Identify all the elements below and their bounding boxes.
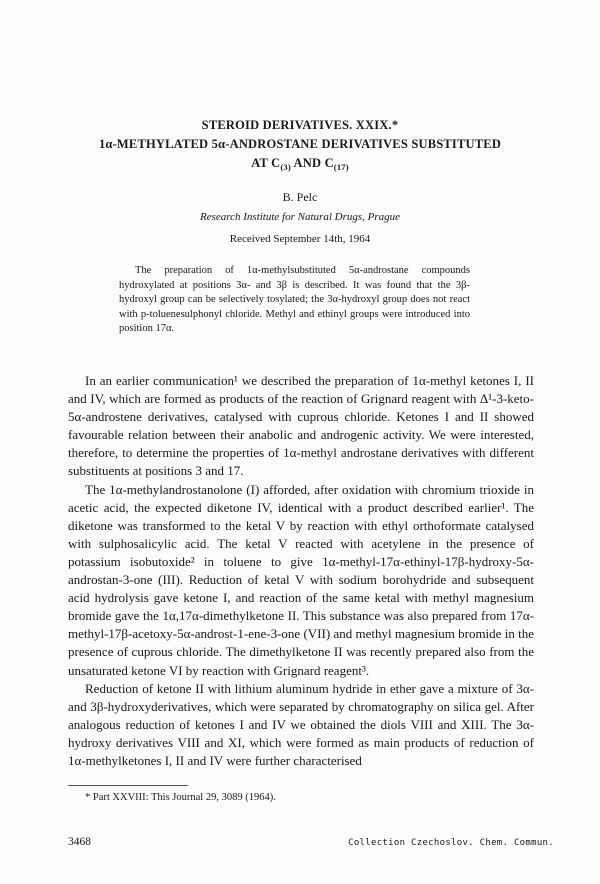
title-line-1: STEROID DERIVATIVES. XXIX.* (201, 118, 399, 132)
footnote: * Part XXVIII: This Journal 29, 3089 (1964). (85, 792, 276, 803)
title-line-3: AT $C_{(3)}$ AND $C_{(17)}$ (251, 156, 349, 172)
abstract (119, 264, 470, 337)
body-text (68, 372, 534, 770)
title-line-2: 1α-METHYLATED 5α-ANDROSTANE DERIVATIVES SUBSTITUTED (98, 137, 502, 151)
paragraph: In an earlier communication¹ we described the preparation of 1α-methyl ketones I, II and IV, which are formed as products of the reaction of Grignard reagent with Δ¹-3-keto-5α-androstene derivatives, catalysed with cuprous chloride. Ketones I and II showed favourable relation between their anabolic and androgenic activity. We were interested, therefore, to determine the properties of 1α-methyl androstane derivatives with different substituents at positions 3 and 17. (68, 373, 534, 479)
journal-name: Collection Czechoslov. Chem. Commun. (348, 838, 554, 848)
abstract-text: The preparation of 1α-methylsubstituted 5α-androstane compounds hydroxylated at positions 3α- and 3β is described. It was found that the 3β-hydroxyl group can be selectively tosylated; the 3α-hydroxyl group does not react with p-toluenesulphonyl chloride. Methyl and ethinyl groups were introduced into position 17α. (119, 265, 470, 335)
paragraph: The 1α-methylandrostanolone (I) afforded, after oxidation with chromium trioxide in acetic acid, the expected diketone IV, identical with a product described earlier¹. The diketone was transformed to the ketal V by reaction with ethyl orthoformate catalysed with sulphosalicylic acid. The ketal V reacted with acetylene in the presence of potassium isobutoxide² in toluene to give 1α-methyl-17α-ethinyl-17β-hydroxy-5α-androstan-3-one (III). Reduction of ketal V with sodium borohydride and subsequent acid hydrolysis gave ketone I, and reaction of the same ketal with methyl magnesium bromide gave the 1α,17α-dimethylketone II. This substance was also prepared from 17α-methyl-17β-acetoxy-5α-androst-1-ene-3-one (VII) and methyl magnesium bromide in the presence of cuprous chloride. The dimethylketone II was recently prepared also from the unsaturated ketone VI by reaction with Grignard reagent³. (68, 481, 534, 678)
footnote-divider (68, 785, 188, 786)
paragraph: Reduction of ketone II with lithium aluminum hydride in ether gave a mixture of 3α- and 3β-hydroxyderivatives, which were separated by chromatography on silica gel. After analogous reduction of ketones I and IV we obtained the diols VIII and XIII. The 3α-hydroxy derivatives VIII and XI, which were formed as main products of reduction of 1α-methylketones I, II and IV were further characterised (68, 680, 534, 768)
received-date: Received September 14th, 1964 (229, 233, 371, 245)
author: B. Pelc (282, 190, 318, 204)
page-number: 3468 (68, 836, 91, 848)
affiliation: Research Institute for Natural Drugs, Prague (199, 211, 401, 223)
